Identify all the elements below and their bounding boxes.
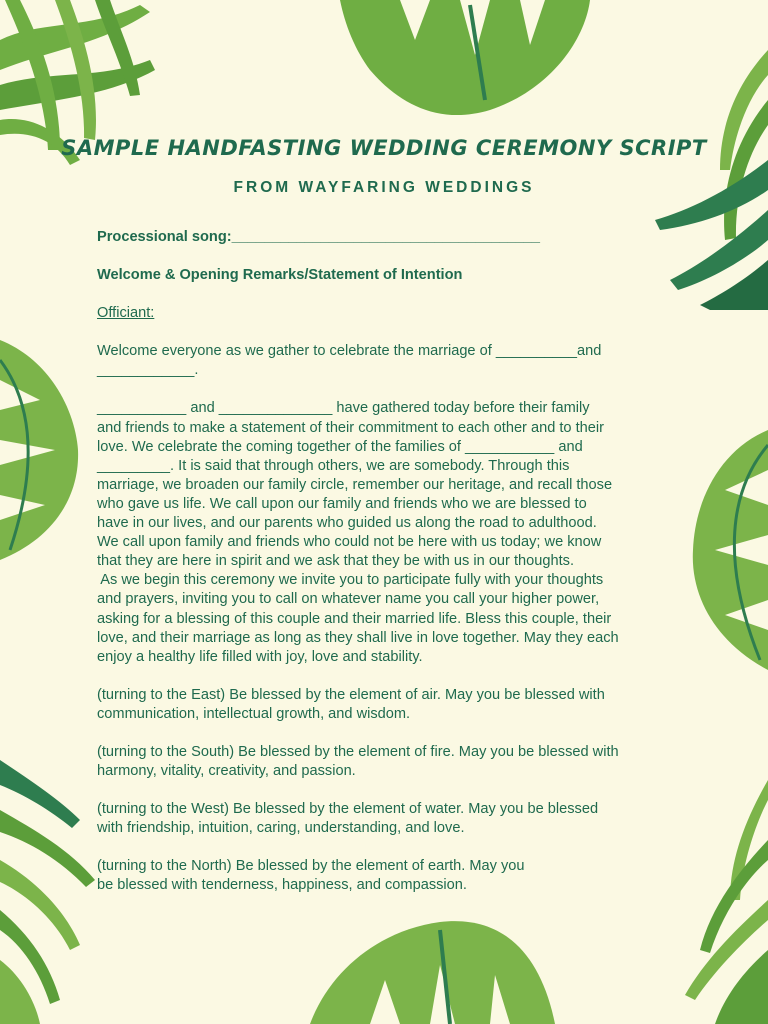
paragraph-line: asking for a blessing of this couple and their married life. Bless this couple, their [97, 610, 612, 627]
paragraph-line: _________. It is said that through others, we are somebody. Through this [97, 457, 570, 474]
welcome-line: Welcome everyone as we gather to celebrate the marriage of __________and [97, 343, 602, 360]
paragraph-line: have in our lives, and our parents who guided us along the road to adulthood. [97, 515, 597, 532]
paragraph-line: enjoy a healthy life filled with joy, love and stability. [97, 648, 423, 665]
officiant-label: Officiant: [97, 305, 155, 322]
blessing-south-line: (turning to the South) Be blessed by the element of fire. May you be blessed with [97, 743, 619, 760]
paragraph-line: love. We celebrate the coming together of the families of ___________ and [97, 438, 583, 455]
processional-song-line: Processional song:______________________________________ [97, 229, 541, 245]
paragraph-line: ___________ and ______________ have gathered today before their family [97, 400, 590, 417]
blessing-north-line: be blessed with tenderness, happiness, and compassion. [97, 877, 467, 894]
paragraph-line: love, and their marriage as long as they shall live in love together. May they each [97, 629, 619, 646]
blessing-east-line: communication, intellectual growth, and wisdom. [97, 705, 411, 722]
paragraph-line: and prayers, inviting you to call on whatever name you call your higher power, [97, 591, 600, 608]
paragraph-line: marriage, we broaden our family circle, remember our heritage, and recall those [97, 476, 613, 493]
welcome-heading: Welcome & Opening Remarks/Statement of Intention [97, 267, 463, 284]
ceremony-script-body [97, 228, 657, 896]
paragraph-line: that they are here in spirit and we ask that they be with us in our thoughts. [97, 553, 575, 570]
page-title: SAMPLE HANDFASTING WEDDING CEREMONY SCRIPT [61, 136, 707, 160]
blessing-north-line: (turning to the North) Be blessed by the element of earth. May you [97, 858, 525, 875]
blessing-west-line: (turning to the West) Be blessed by the element of water. May you be blessed [97, 801, 599, 818]
blessing-east-line: (turning to the East) Be blessed by the element of air. May you be blessed with [97, 686, 605, 703]
page-subtitle: FROM WAYFARING WEDDINGS [233, 179, 535, 196]
welcome-line: ____________. [97, 362, 199, 379]
paragraph-line: who gave us life. We call upon our family and friends who we are blessed to [97, 495, 587, 512]
blessing-west-line: with friendship, intuition, caring, understanding, and love. [97, 820, 465, 837]
paragraph-line: We call upon family and friends who could not be here with us today; we know [97, 534, 602, 551]
paragraph-line: As we begin this ceremony we invite you to participate fully with your thoughts [97, 572, 604, 589]
blessing-south-line: harmony, vitality, creativity, and passion. [97, 763, 356, 780]
paragraph-line: and friends to make a statement of their commitment to each other and to their [97, 419, 604, 436]
